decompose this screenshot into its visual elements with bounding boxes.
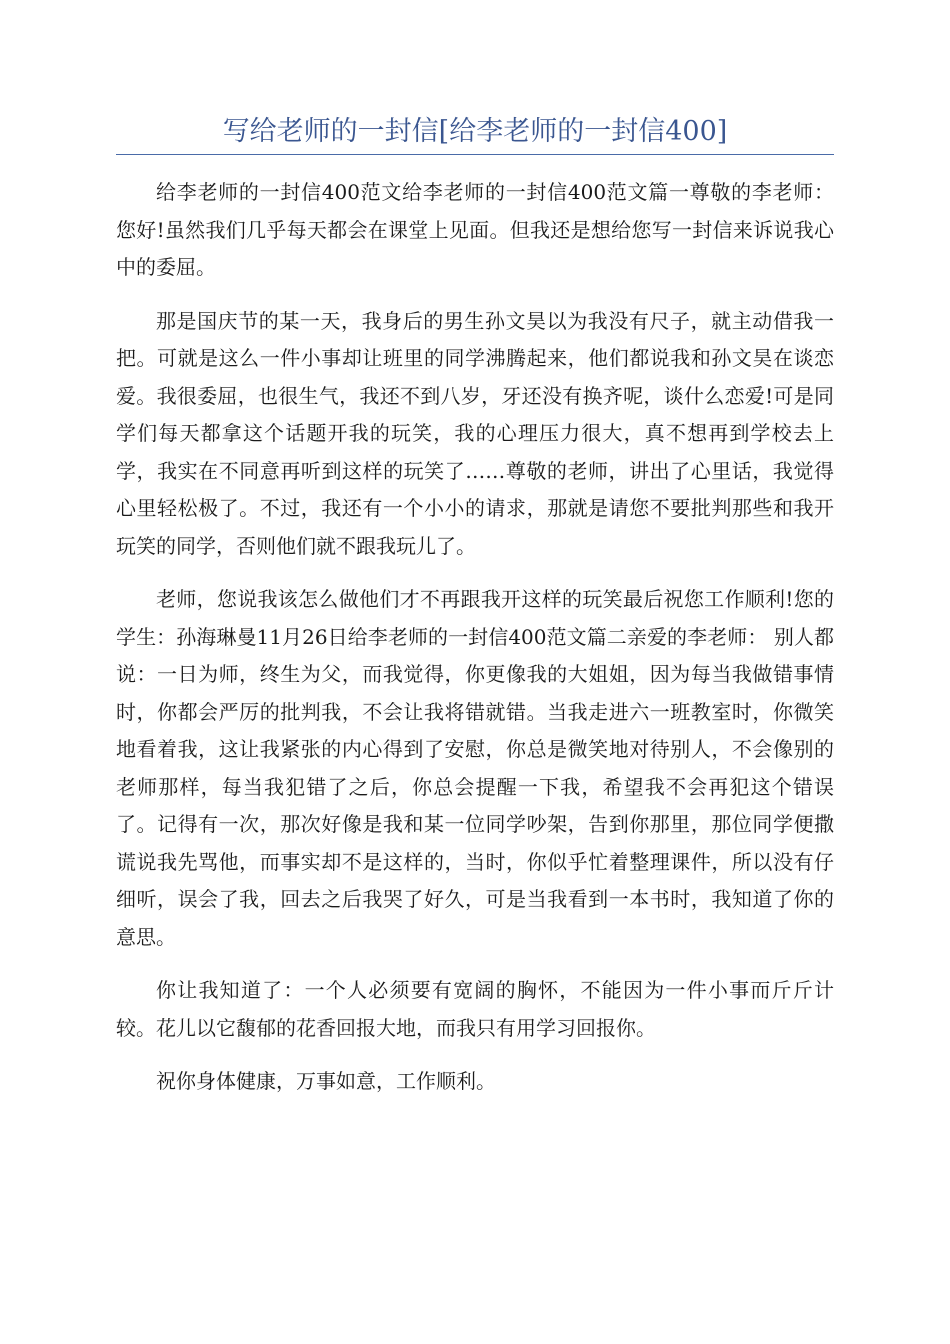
paragraph-1: 给李老师的一封信400范文给李老师的一封信400范文篇一尊敬的李老师： 您好!虽然我们几乎每天都会在课堂上见面。但我还是想给您写一封信来诉说我心中的委屈。 <box>116 180 834 279</box>
title-underline <box>116 154 834 155</box>
paragraph-3: 老师，您说我该怎么做他们才不再跟我开这样的玩笑最后祝您工作顺利!您的学生：孙海琳曼11月26日给李老师的一封信400范文篇二亲爱的李老师： 别人都说：一日为师，终生为父，而我觉得，你更像我的大姐姐，因为每当我做错事情时，你都会严厉的批判我，不会让我将错就错。当我走进六一班教室时，你微笑地看着我，这让我紧张的内心得到了安慰，你总是微笑地对待别人，不会像别的老师那样，每当我犯错了之后，你总会提醒一下我，希望我不会再犯这个错误了。记得有一次，那次好像是我和某一位同学吵架，告到你那里，那位同学便撒谎说我先骂他，而事实却不是这样的，当时，你似乎忙着整理课件，所以没有仔细听，误会了我，回去之后我哭了好久，可是当我看到一本书时，我知道了你的意思。 <box>116 587 834 949</box>
document-title: 写给老师的一封信[给李老师的一封信400] <box>222 116 728 147</box>
document-body <box>116 174 834 1117</box>
paragraph-2: 那是国庆节的某一天，我身后的男生孙文昊以为我没有尺子，就主动借我一把。可就是这么一件小事却让班里的同学沸腾起来，他们都说我和孙文昊在谈恋爱。我很委屈，也很生气，我还不到八岁，牙还没有换齐呢，谈什么恋爱!可是同学们每天都拿这个话题开我的玩笑，我的心理压力很大，真不想再到学校去上学，我实在不同意再听到这样的玩笑了……尊敬的老师，讲出了心里话，我觉得心里轻松极了。不过，我还有一个小小的请求，那就是请您不要批判那些和我开玩笑的同学，否则他们就不跟我玩儿了。 <box>116 308 834 558</box>
paragraph-5: 祝你身体健康，万事如意，工作顺利。 <box>156 1069 496 1093</box>
paragraph-4: 你让我知道了：一个人必须要有宽阔的胸怀，不能因为一件小事而斤斤计较。花儿以它馥郁的花香回报大地，而我只有用学习回报你。 <box>116 978 834 1040</box>
